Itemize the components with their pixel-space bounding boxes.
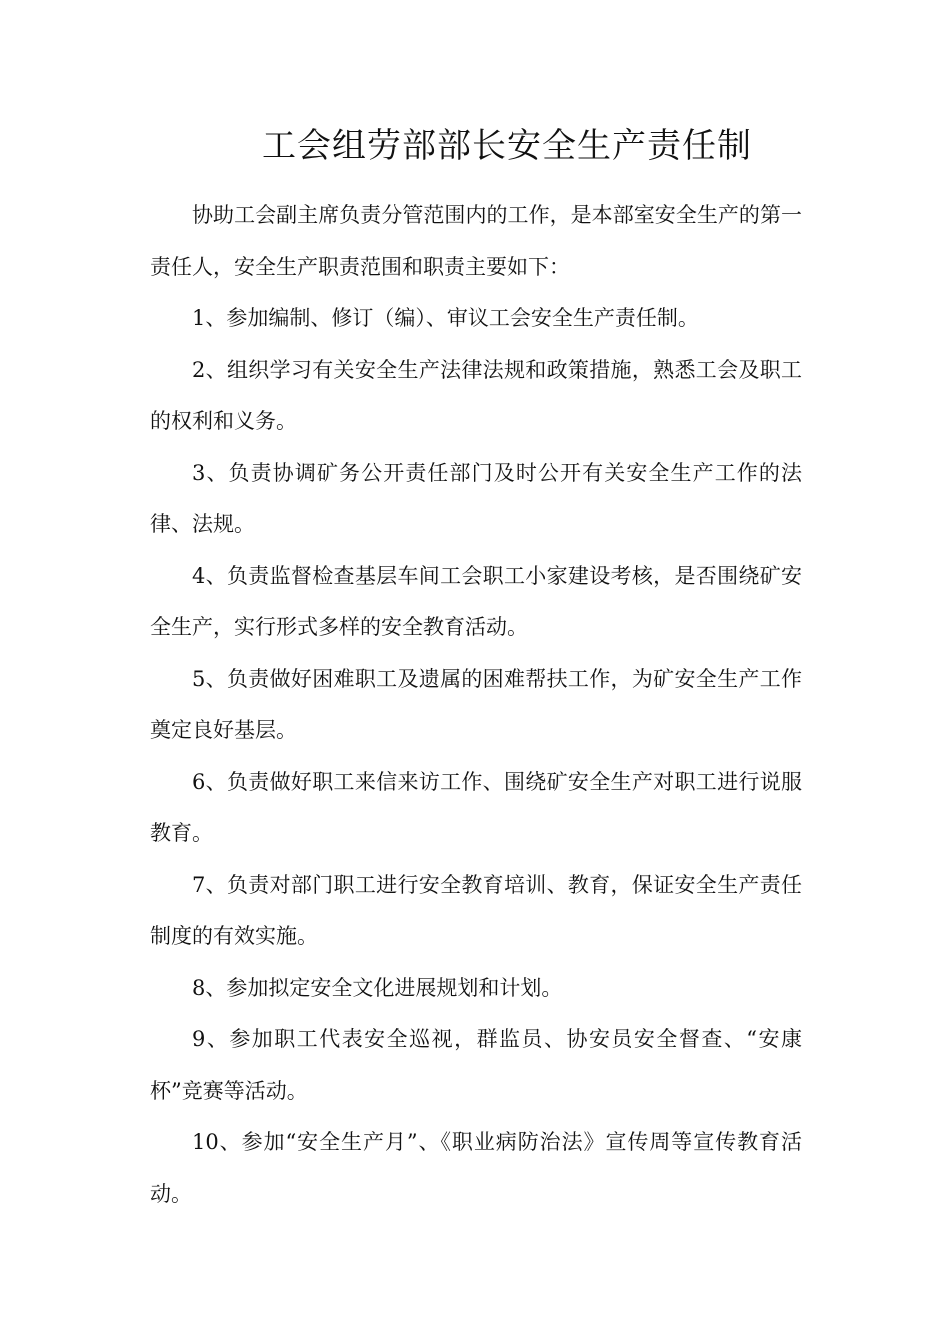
paragraph-item-1: 1、参加编制、修订（编）、审议工会安全生产责任制。 bbox=[192, 306, 699, 330]
paragraph-item-8: 8、参加拟定安全文化进展规划和计划。 bbox=[192, 975, 563, 1000]
paragraph-item-6: 6、负责做好职工来信来访工作、围绕矿安全生产对职工进行说服教育。 bbox=[150, 769, 802, 845]
paragraph-item-3: 3、负责协调矿务公开责任部门及时公开有关安全生产工作的法律、法规。 bbox=[150, 460, 802, 536]
paragraph-intro: 协助工会副主席负责分管范围内的工作，是本部室安全生产的第一责任人，安全生产职责范围和职责主要如下： bbox=[150, 203, 802, 279]
paragraph-item-4: 4、负责监督检查基层车间工会职工小家建设考核，是否围绕矿安全生产，实行形式多样的安全教育活动。 bbox=[150, 563, 802, 639]
paragraph-item-10: 10、参加“安全生产月”、《职业病防治法》宣传周等宣传教育活动。 bbox=[150, 1130, 802, 1206]
paragraph-item-2: 2、组织学习有关安全生产法律法规和政策措施，熟悉工会及职工的权利和义务。 bbox=[150, 357, 802, 433]
document-body bbox=[150, 190, 802, 1220]
paragraph-item-5: 5、负责做好困难职工及遗属的困难帮扶工作，为矿安全生产工作奠定良好基层。 bbox=[150, 666, 802, 742]
document-title: 工会组劳部部长安全生产责任制 bbox=[262, 126, 752, 166]
paragraph-item-9: 9、参加职工代表安全巡视，群监员、协安员安全督查、“安康杯”竞赛等活动。 bbox=[150, 1027, 802, 1103]
paragraph-item-7: 7、负责对部门职工进行安全教育培训、教育，保证安全生产责任制度的有效实施。 bbox=[150, 872, 802, 948]
